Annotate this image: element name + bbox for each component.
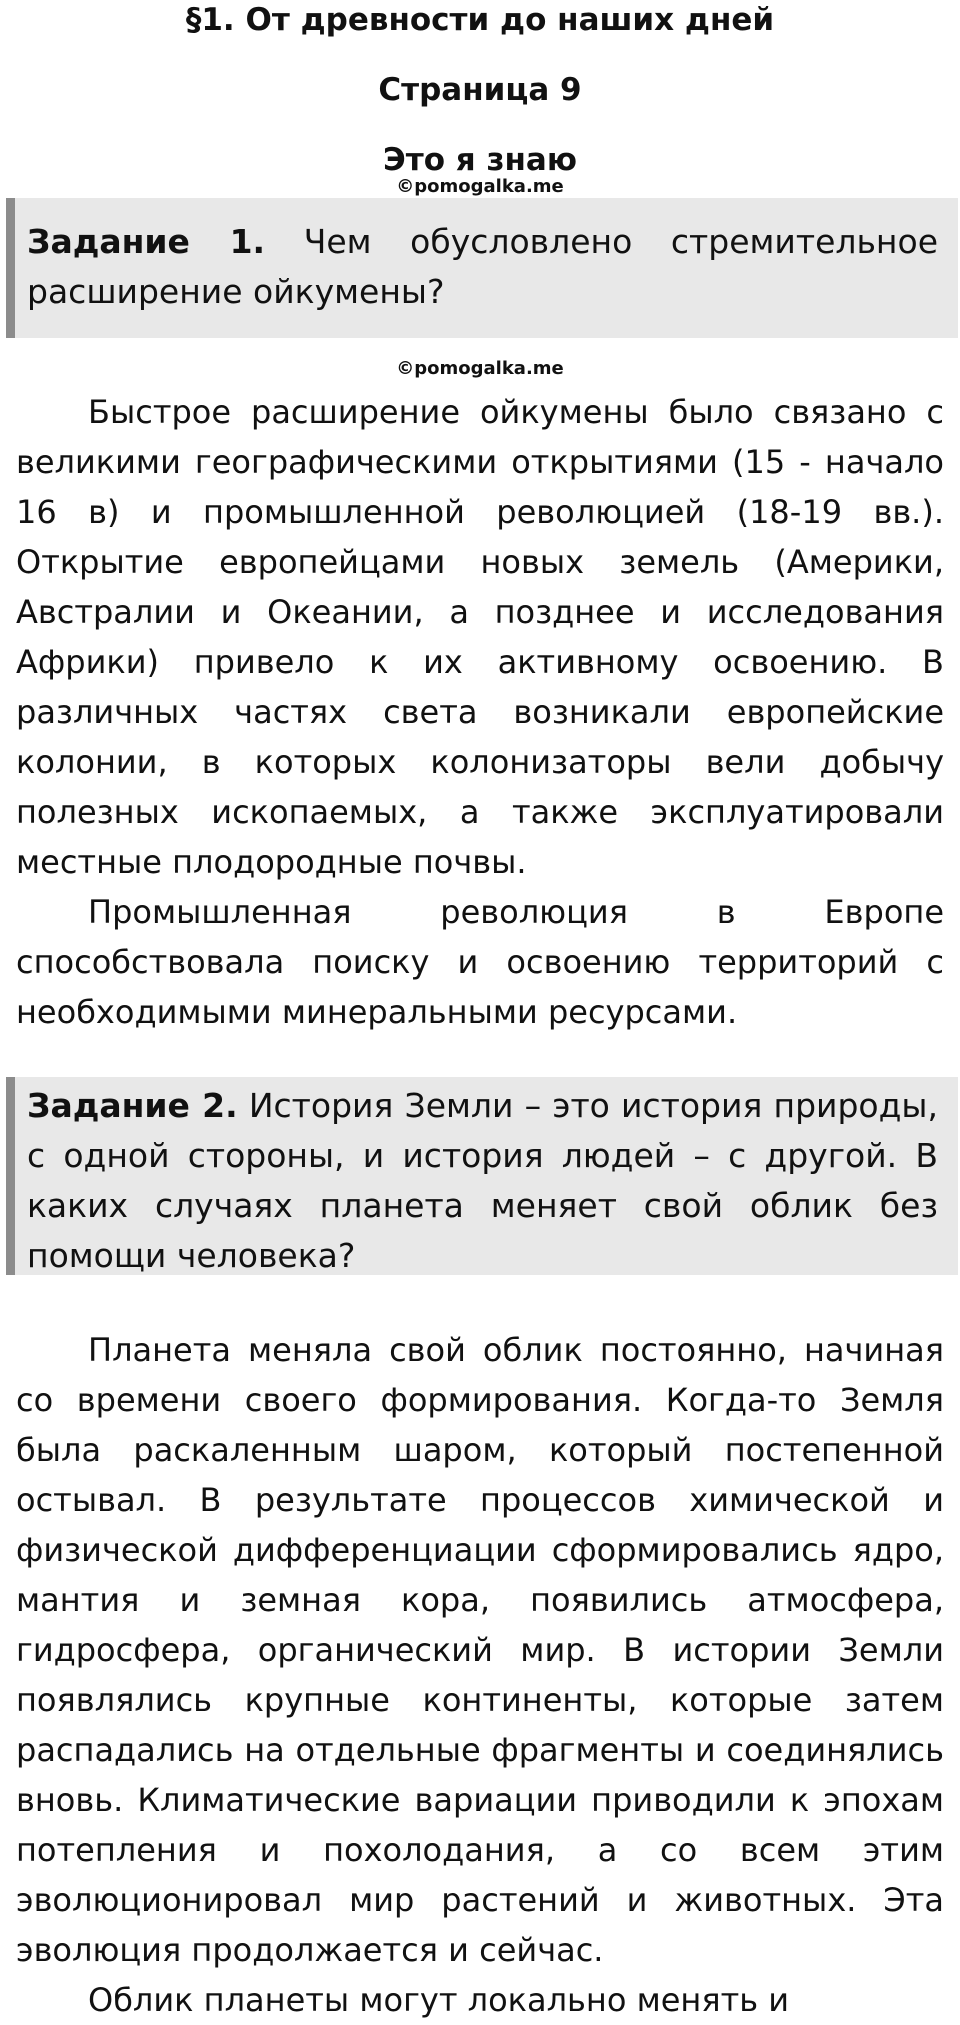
task-2-label: Задание 2. [27, 1086, 238, 1125]
watermark-middle: ©pomogalka.me [396, 358, 564, 379]
task-1-label: Задание 1. [27, 222, 266, 261]
answer-2-paragraph: Планета меняла свой облик постоянно, начиная со времени своего формирования. Когда-то Земля была раскаленным шаром, который постепенной остывал. В результате процессов химической и физической дифференциации сформировались ядро, мантия и земная кора, появились атмосфера, гидросфера, органический мир. В истории Земли появлялись крупные континенты, которые затем распадались на отдельные фрагменты и соединялись вновь. Климатические вариации приводили к эпохам потепления и похолодания, а со всем этим эволюционировал мир растений и животных. Эта эволюция продолжается и сейчас. [16, 1331, 944, 1969]
watermark-top: ©pomogalka.me [396, 176, 564, 197]
section-subheading: Это я знаю [383, 142, 577, 178]
answer-1-paragraph: Промышленная революция в Европе способствовала поиску и освоению территорий с необходимыми минеральными ресурсами. [16, 893, 944, 1031]
page-title: §1. От древности до наших дней [185, 2, 775, 38]
task-2-box [6, 1077, 958, 1275]
task-1-question: Чем обусловлено стремительное расширение ойкумены? [27, 222, 938, 311]
answer-2 [16, 1325, 944, 2025]
task-1-box [6, 198, 958, 338]
answer-1-paragraph: Быстрое расширение ойкумены было связано с великими географическими открытиями (15 - начало 16 в) и промышленной революцией (18-19 вв.). Открытие европейцами новых земель (Америки, Австралии и Океании, а позднее и исследования Африки) привело к их активному освоению. В различных частях света возникали европейские колонии, в которых колонизаторы вели добычу полезных ископаемых, а также эксплуатировали местные плодородные почвы. [16, 393, 944, 881]
task-2-question: История Земли – это история природы, с одной стороны, и история людей – с другой. В каких случаях планета меняет свой облик без помощи человека? [27, 1086, 938, 1275]
answer-1 [16, 387, 944, 1037]
answer-2-paragraph: Облик планеты могут локально менять и [88, 1981, 790, 2019]
page-number-heading: Страница 9 [378, 72, 582, 108]
